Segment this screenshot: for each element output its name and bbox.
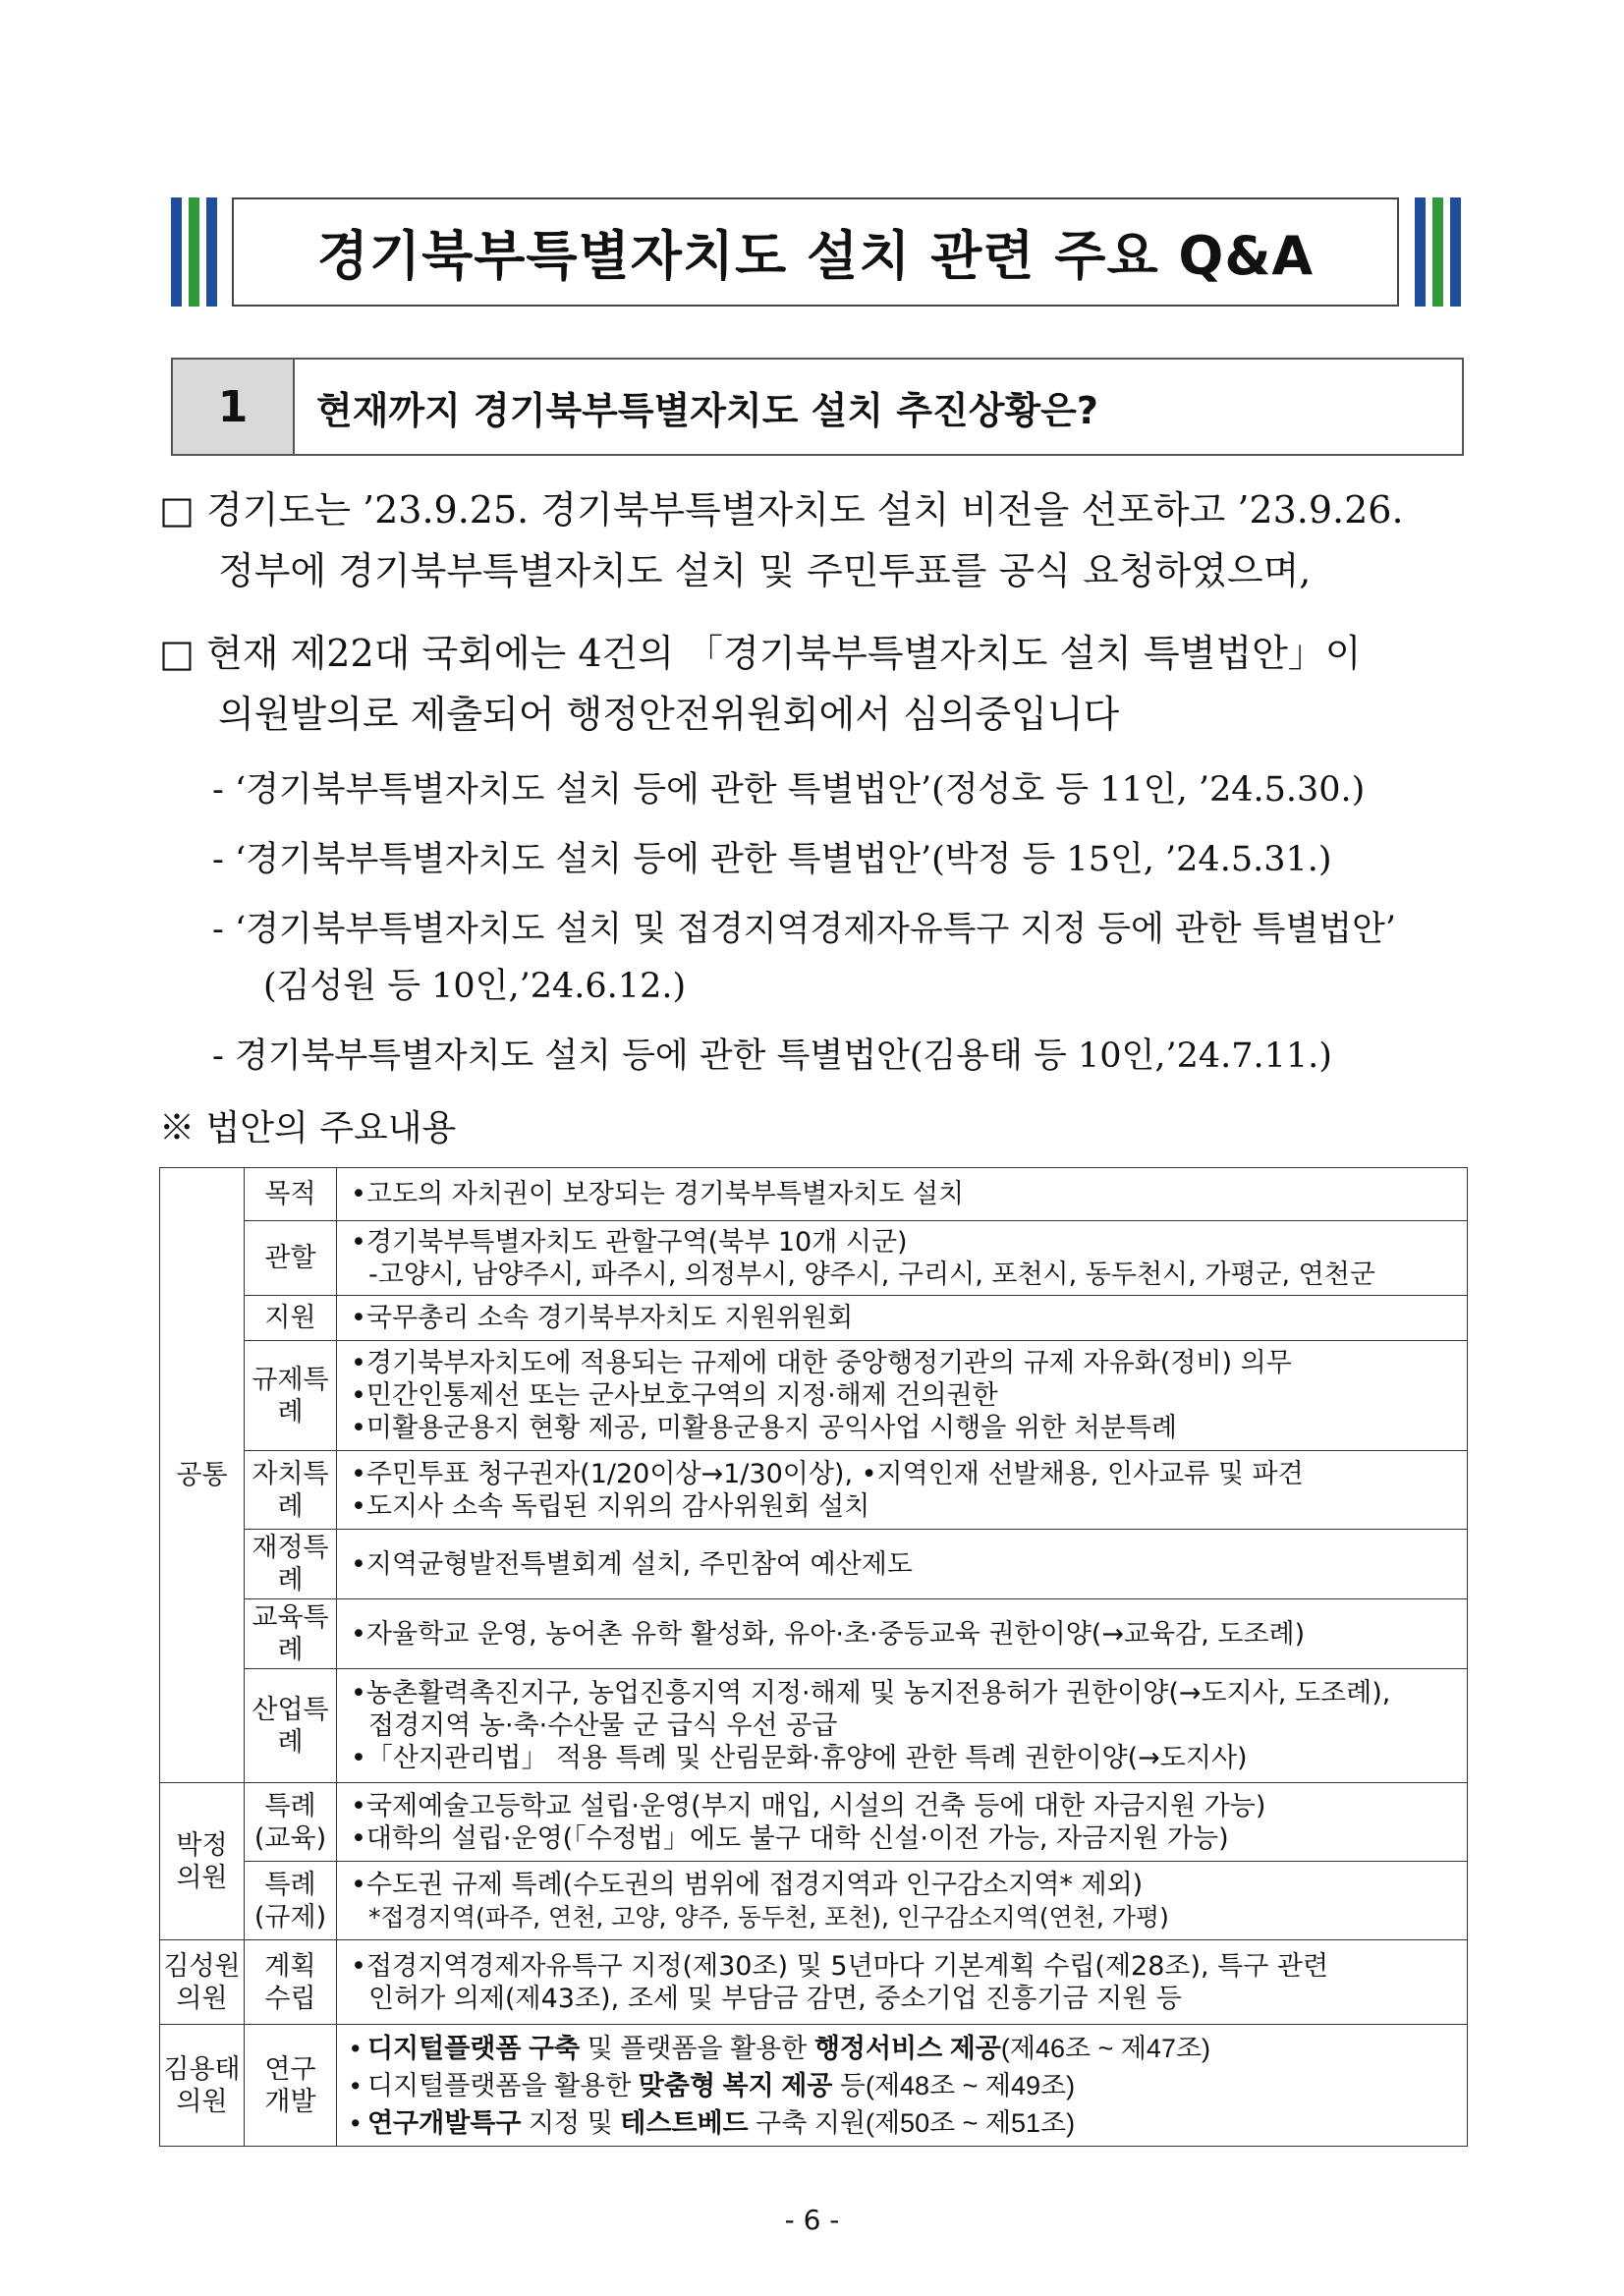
paragraph-line: 의원발의로 제출되어 행정안전위원회에서 심의중입니다 — [218, 693, 1120, 736]
checkbox-bullet: □ — [159, 488, 195, 532]
paragraph-line: 정부에 경기북부특별자치도 설치 및 주민투표를 공식 요청하였으며, — [218, 549, 1312, 592]
content-cell: •국제예술고등학교 설립·운영(부지 매입, 시설의 건축 등에 대한 자금지원 가능) •대학의 설립·운영(「수정법」에도 불구 대학 신설·이전 가능, 자금지원 가능) — [337, 1783, 1468, 1862]
content-cell: •경기북부특별자치도 관할구역(북부 10개 시군) -고양시, 남양주시, 파주시, 의정부시, 양주시, 구리시, 포천시, 동두천시, 가평군, 연천군 — [337, 1221, 1468, 1296]
rnd-line: • 디지털플랫폼 구축 및 플랫폼을 활용한 행정서비스 제공(제46조 ~ 제47조) — [351, 2033, 1211, 2063]
title-deco-blue-left-2 — [206, 197, 217, 307]
group-park — [160, 1783, 245, 1940]
bill-item: - ‘경기북부특별자치도 설치 등에 관한 특별법안’(박정 등 15인, ’24.5.31.) — [212, 840, 1332, 879]
category-cell: 관할 — [245, 1221, 337, 1296]
bill-item: - ‘경기북부특별자치도 설치 등에 관한 특별법안’(정성호 등 11인, ’24.5.30.) — [212, 770, 1366, 810]
title-deco-blue-right-2 — [1450, 197, 1461, 307]
title-deco-green-right — [1432, 197, 1443, 307]
group-label: 박정 의원 — [176, 1829, 228, 1893]
category-cell: 재정특례 — [245, 1530, 337, 1599]
category-cell: 규제특례 — [245, 1341, 337, 1451]
category-cell: 계획 수립 — [245, 1940, 337, 2025]
category-cell: 특례 (교육) — [245, 1783, 337, 1862]
category-cell: 자치특례 — [245, 1451, 337, 1530]
title-deco-blue-right — [1415, 197, 1426, 307]
content-cell: •국무총리 소속 경기북부자치도 지원위원회 — [337, 1296, 1468, 1341]
group-kimyt — [160, 2025, 245, 2147]
content-cell — [337, 2025, 1468, 2147]
content-cell: •자율학교 운영, 농어촌 유학 활성화, 유아·초·중등교육 권한이양(→교육감, 도조례) — [337, 1599, 1468, 1669]
bill-item: - ‘경기북부특별자치도 설치 및 접경지역경제자유특구 지정 등에 관한 특별법안’ — [212, 910, 1397, 949]
section-number: 1 — [171, 358, 295, 456]
category-cell: 지원 — [245, 1296, 337, 1341]
page-number: - 6 - — [784, 2204, 840, 2236]
note-heading: ※ 법안의 주요내용 — [159, 1108, 457, 1148]
paragraph-line: 경기도는 ’23.9.25. 경기북부특별자치도 설치 비전을 선포하고 ’23.9.26. — [206, 488, 1404, 532]
content-cell: •수도권 규제 특례(수도권의 범위에 접경지역과 인구감소지역* 제외) *접경지역(파주, 연천, 고양, 양주, 동두천, 포천), 인구감소지역(연천, 가평) — [337, 1862, 1468, 1940]
title-deco-green-left — [189, 197, 199, 307]
group-label: 김용태 의원 — [163, 2053, 241, 2117]
content-cell: •농촌활력촉진지구, 농업진흥지역 지정·해제 및 농지전용허가 권한이양(→도지사, 도조례), 접경지역 농·축·수산물 군 급식 우선 공급 •「산지관리법」 적용 특례 및 산림문화·휴양에 관한 특례 권한이양(→도지사) — [337, 1669, 1468, 1783]
category-cell: 특례 (규제) — [245, 1862, 337, 1940]
paragraph-2 — [159, 623, 1485, 745]
category-cell: 교육특례 — [245, 1599, 337, 1669]
rnd-line: • 디지털플랫폼을 활용한 맞춤형 복지 제공 등(제48조 ~ 제49조) — [351, 2070, 1076, 2100]
bill-contents-table — [159, 1167, 1468, 2147]
bill-item-continued: (김성원 등 10인,’24.6.12.) — [263, 967, 687, 1006]
bill-item: - 경기북부특별자치도 설치 등에 관한 특별법안(김용태 등 10인,’24.7.11.) — [212, 1036, 1332, 1076]
group-label: 김성원 의원 — [163, 1950, 241, 2014]
title-deco-blue-left — [171, 197, 182, 307]
page-title: 경기북부특별자치도 설치 관련 주요 Q&A — [232, 197, 1399, 307]
content-cell: •주민투표 청구권자(1/20이상→1/30이상), •지역인재 선발채용, 인사교류 및 파견 •도지사 소속 독립된 지위의 감사위원회 설치 — [337, 1451, 1468, 1530]
category-cell: 연구 개발 — [245, 2025, 337, 2147]
paragraph-line: 현재 제22대 국회에는 4건의 「경기북부특별자치도 설치 특별법안」이 — [206, 632, 1362, 675]
content-cell: •접경지역경제자유특구 지정(제30조) 및 5년마다 기본계획 수립(제28조), 특구 관련 인허가 의제(제43조), 조세 및 부담금 감면, 중소기업 진흥기금 지원 등 — [337, 1940, 1468, 2025]
category-cell: 산업특례 — [245, 1669, 337, 1783]
category-cell: 목적 — [245, 1168, 337, 1221]
paragraph-1 — [159, 479, 1485, 601]
content-cell: •지역균형발전특별회계 설치, 주민참여 예산제도 — [337, 1530, 1468, 1599]
group-kimsw — [160, 1940, 245, 2025]
section-title: 현재까지 경기북부특별자치도 설치 추진상황은? — [293, 358, 1464, 456]
content-cell: •고도의 자치권이 보장되는 경기북부특별자치도 설치 — [337, 1168, 1468, 1221]
rnd-line: • 연구개발특구 지정 및 테스트베드 구축 지원(제50조 ~ 제51조) — [351, 2107, 1076, 2138]
group-common: 공통 — [160, 1168, 245, 1783]
content-cell: •경기북부자치도에 적용되는 규제에 대한 중앙행정기관의 규제 자유화(정비) 의무 •민간인통제선 또는 군사보호구역의 지정·해제 건의권한 •미활용군용지 현황 제공, 미활용군용지 공익사업 시행을 위한 처분특례 — [337, 1341, 1468, 1451]
checkbox-bullet: □ — [159, 632, 195, 675]
